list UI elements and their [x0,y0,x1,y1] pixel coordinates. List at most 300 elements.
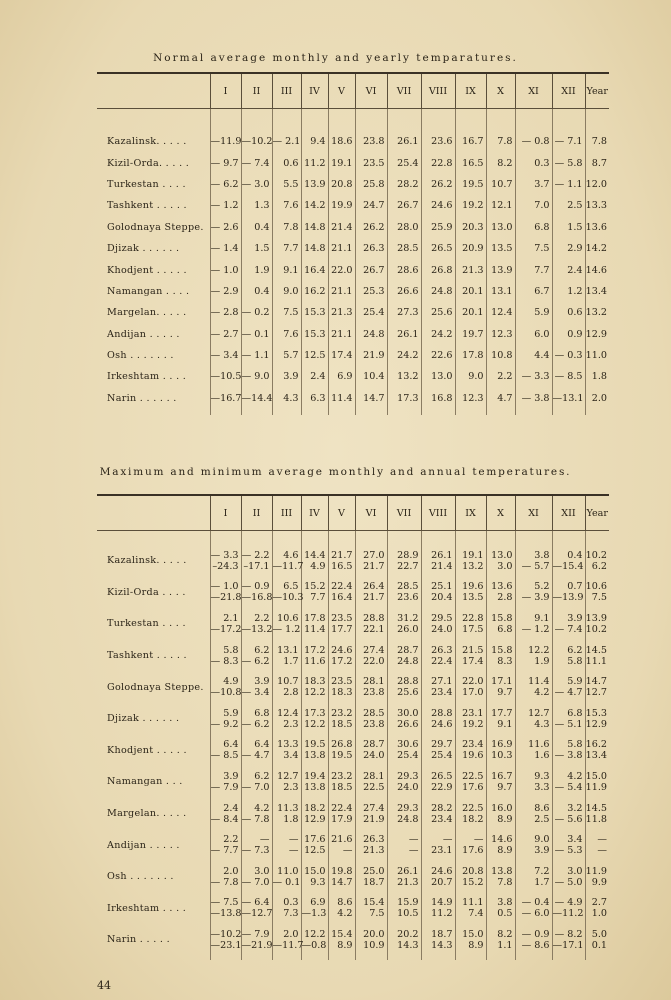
max-value: 8.6 [534,802,550,814]
min-value: 19.6 [462,750,484,762]
max-value: — [597,834,607,846]
temperature-cell: — 1.1 [241,345,272,366]
max-value: 14.9 [431,897,453,909]
min-value: — 4.7 [554,687,583,699]
max-value: 15.0 [304,865,326,877]
table-row [97,640,609,672]
max-value: 13.9 [585,612,607,624]
table-row [97,345,609,366]
min-value: 19.2 [462,718,484,730]
min-value: 20.7 [431,876,453,888]
max-min-cell [301,766,328,798]
temperature-cell: 1.3 [241,195,272,216]
max-value: 23.5 [331,676,353,688]
temperature-cell: 19.7 [455,324,486,345]
max-value: 6.4 [254,739,270,751]
max-min-cell [328,671,355,703]
max-value: 28.1 [363,676,385,688]
station-name: Osh . . . . . . . [107,350,174,362]
max-min-cell [210,735,241,767]
max-min-cell [421,703,455,735]
max-min-cell [515,671,552,703]
temperature-cell: 26.2 [355,217,387,238]
temperature-cell: 7.5 [272,302,301,323]
min-value: 8.9 [497,813,513,825]
max-value: 13.6 [491,581,513,593]
max-value: — [442,834,453,846]
max-min-cell [421,798,455,830]
min-value: 6.8 [497,623,513,635]
min-value: — 0.1 [272,876,301,888]
min-value: 26.0 [397,623,419,635]
temperature-cell: 6.9 [328,366,355,387]
max-min-cell [210,861,241,893]
temperature-cell: 23.5 [355,152,387,173]
max-min-cell [301,577,328,609]
page-number: 44 [97,979,111,992]
max-value: 13.3 [277,739,299,751]
temperature-cell: — 7.1 [552,109,585,153]
max-value: 23.2 [331,770,353,782]
max-value: 12.2 [304,928,326,940]
max-min-temperatures-table [97,494,609,960]
min-value: 4.2 [534,687,550,699]
max-min-cell [552,924,585,960]
min-value: — 4.7 [241,750,270,762]
temperature-cell: 8.7 [585,152,609,173]
max-value: 19.6 [462,581,484,593]
max-value: — 4.9 [554,897,583,909]
temperature-cell: 8.2 [486,152,515,173]
temperature-cell: — 7.4 [241,152,272,173]
min-value: 25.6 [397,687,419,699]
max-min-cell [486,608,515,640]
table-row [97,281,609,302]
max-value: 25.0 [363,865,385,877]
min-value: 7.5 [369,908,385,920]
min-value: 7.4 [468,908,484,920]
min-value: 7.3 [283,908,299,920]
max-value: — [408,834,419,846]
max-value: 14.5 [585,644,607,656]
max-min-cell [552,703,585,735]
table-row [97,671,609,703]
max-value: 28.8 [431,707,453,719]
temperature-cell: 28.5 [387,238,421,259]
min-value: —10.8 [210,687,242,699]
max-min-cell [486,766,515,798]
temperature-cell: 19.1 [328,152,355,173]
temperature-cell: 10.4 [355,366,387,387]
min-value: 9.9 [591,876,607,888]
min-value: —23.1 [210,939,242,951]
max-min-cell [421,671,455,703]
max-value: 28.7 [397,644,419,656]
temperature-cell: 20.8 [328,174,355,195]
table1-body [97,109,609,416]
max-value: 10.2 [585,549,607,561]
min-value: —13.8 [210,908,242,920]
station-name: Djizak . . . . . . [107,243,180,255]
header-month: I [210,495,241,531]
max-value: 15.2 [304,581,326,593]
min-value: 3.9 [534,845,550,857]
temperature-cell: 14.8 [301,238,328,259]
min-value: 21.9 [363,813,385,825]
temperature-cell: — 3.4 [210,345,241,366]
table-row [97,109,609,153]
max-value: 17.3 [304,707,326,719]
temperature-cell: 19.9 [328,195,355,216]
max-value: 6.2 [254,644,270,656]
min-value: 17.0 [462,687,484,699]
max-value: 2.4 [223,802,239,814]
min-value: — 7.8 [241,813,270,825]
max-min-cell [552,735,585,767]
max-min-cell [210,924,241,960]
max-min-cell [585,735,609,767]
max-min-cell [272,766,301,798]
max-value: 12.7 [277,770,299,782]
temperature-cell: 1.2 [552,281,585,302]
max-value: 30.0 [397,707,419,719]
station-name: Narin . . . . . [107,934,170,946]
temperature-cell: 7.6 [272,324,301,345]
min-value: — [597,845,607,857]
min-value: — 8.5 [210,750,239,762]
header-month: XI [515,73,552,109]
max-value: 11.4 [528,676,550,688]
max-min-cell [241,671,272,703]
max-value: 15.0 [462,928,484,940]
temperature-cell: 2.4 [301,366,328,387]
temperature-cell: 14.6 [585,259,609,280]
temperature-cell: 19.5 [455,174,486,195]
min-value: 26.6 [397,718,419,730]
station-name: Djizak . . . . . . [107,713,180,725]
min-value: 24.0 [397,781,419,793]
temperature-cell: 1.5 [552,217,585,238]
temperature-cell: 26.1 [387,109,421,153]
station-name: Kazalinsk. . . . . [107,555,187,567]
station-name: Andijan . . . . . [107,839,180,851]
table2-body [97,531,609,960]
max-min-cell [515,735,552,767]
max-value: — 0.9 [241,581,270,593]
max-min-cell [387,531,421,577]
max-value: 0.3 [283,897,299,909]
min-value: — 1.2 [272,623,301,635]
temperature-cell: 21.9 [355,345,387,366]
max-min-cell [355,766,387,798]
max-min-cell [387,798,421,830]
temperature-cell: 13.2 [585,302,609,323]
table-row [97,829,609,861]
temperature-cell: 14.2 [301,195,328,216]
max-min-cell [515,608,552,640]
max-min-cell [328,829,355,861]
max-min-cell [387,703,421,735]
max-value: 6.2 [254,770,270,782]
max-min-cell [387,924,421,960]
max-min-cell [241,703,272,735]
temperature-cell: 26.2 [421,174,455,195]
min-value: 12.9 [304,813,326,825]
table-row [97,924,609,960]
temperature-cell: 9.0 [272,281,301,302]
max-value: 27.4 [363,802,385,814]
max-value: 6.9 [310,897,326,909]
min-value: 12.2 [304,718,326,730]
max-min-cell [552,766,585,798]
temperature-cell: 7.8 [272,217,301,238]
max-value: 27.4 [363,644,385,656]
max-value: 23.4 [462,739,484,751]
max-min-cell [301,861,328,893]
max-value: 14.6 [491,834,513,846]
station-name: Khodjent . . . . . [107,744,187,756]
max-min-cell [328,893,355,925]
temperature-cell: 26.7 [355,259,387,280]
min-value: — [288,845,299,857]
max-value: 9.1 [534,612,550,624]
table-row [97,735,609,767]
min-value: 8.3 [497,655,513,667]
min-value: 16.4 [331,592,353,604]
temperature-cell: 25.8 [355,174,387,195]
temperature-cell: 12.3 [486,324,515,345]
max-min-cell [421,766,455,798]
max-value: 26.8 [331,739,353,751]
max-min-cell [241,531,272,577]
max-min-cell [210,608,241,640]
temperature-cell: 26.1 [387,324,421,345]
max-value: 31.2 [397,612,419,624]
max-value: 28.8 [363,612,385,624]
min-value: 17.6 [462,781,484,793]
table-row [97,259,609,280]
max-value: 4.2 [254,802,270,814]
temperature-cell: — 9.0 [241,366,272,387]
table2-header-row [97,495,609,531]
min-value: —13.2 [241,623,273,635]
max-value: 13.8 [491,865,513,877]
max-value: — 0.9 [521,928,550,940]
max-min-cell [486,640,515,672]
temperature-cell: 21.1 [328,281,355,302]
max-value: 14.4 [304,549,326,561]
max-value: 22.5 [462,770,484,782]
max-min-cell [585,640,609,672]
temperature-cell: —10.5 [210,366,241,387]
max-min-cell [585,531,609,577]
temperature-cell: 21.4 [328,217,355,238]
temperature-cell: — 2.9 [210,281,241,302]
max-min-cell [301,735,328,767]
max-value: 3.0 [254,865,270,877]
max-value: 17.1 [491,676,513,688]
max-value: 15.4 [363,897,385,909]
min-value: 12.9 [585,718,607,730]
max-min-cell [272,577,304,609]
max-value: 29.5 [431,612,453,624]
max-min-cell [552,893,585,925]
max-value: — [473,834,484,846]
temperature-cell: — 6.2 [210,174,241,195]
station-name: Margelan. . . . . [107,307,187,319]
max-min-cell [552,531,585,577]
max-value: 21.6 [331,834,353,846]
temperature-cell: — 2.7 [210,324,241,345]
temperature-cell: 0.9 [552,324,585,345]
temperature-cell: 13.3 [585,195,609,216]
max-min-cell [272,531,304,577]
max-min-cell [210,798,241,830]
max-min-cell [552,671,585,703]
temperature-cell: 13.2 [387,366,421,387]
temperature-cell: 16.7 [455,109,486,153]
max-value: 3.8 [497,897,513,909]
temperature-cell: 6.7 [515,281,552,302]
max-value: 24.6 [331,644,353,656]
temperature-cell: 24.8 [355,324,387,345]
temperature-cell: 24.2 [387,345,421,366]
max-min-cell [421,640,455,672]
temperature-cell: —13.1 [552,388,585,415]
max-min-cell [272,640,301,672]
temperature-cell: 12.9 [585,324,609,345]
max-value: 6.4 [223,739,239,751]
temperature-cell: —10.2 [241,109,272,153]
temperature-cell: 28.2 [387,174,421,195]
min-value: — 7.8 [210,876,239,888]
max-value: 22.4 [331,802,353,814]
min-value: 7.5 [591,592,607,604]
max-min-cell [210,766,241,798]
table-row [97,152,609,173]
station-name: Kizil-Orda. . . . . [107,157,190,169]
min-value: 2.8 [497,592,513,604]
table2-title: Maximum and minimum average monthly and annual temperatures. [99,466,572,478]
temperature-cell: 16.8 [421,388,455,415]
min-value: 12.2 [304,687,326,699]
max-value: 17.7 [491,707,513,719]
max-min-cell [210,577,241,609]
max-value: 30.6 [397,739,419,751]
temperature-cell: 26.6 [387,281,421,302]
max-value: 5.9 [567,676,583,688]
min-value: 2.3 [283,781,299,793]
min-value: — 5.0 [554,876,583,888]
max-min-cell [455,924,486,960]
max-min-cell [515,703,552,735]
min-value: 7.8 [497,876,513,888]
max-value: 21.7 [331,549,353,561]
min-value: 24.8 [397,813,419,825]
temperature-cell: 24.6 [421,195,455,216]
max-value: 14.5 [585,802,607,814]
header-month: VII [387,495,421,531]
max-value: 17.2 [304,644,326,656]
max-min-cell [328,798,355,830]
max-value: — [288,834,299,846]
max-min-cell [355,608,387,640]
temperature-cell: 1.8 [585,366,609,387]
max-value: 20.8 [462,865,484,877]
station-name: Kizil-Orda . . . . [107,586,186,598]
temperature-cell: 11.2 [301,152,328,173]
max-min-cell [328,703,355,735]
min-value: 1.6 [534,750,550,762]
temperature-cell: 16.4 [301,259,328,280]
min-value: —15.4 [552,560,584,572]
temperature-cell: 2.0 [585,388,609,415]
header-month: Year [585,495,609,531]
min-value: 2.3 [283,718,299,730]
max-min-cell [455,735,486,767]
temperature-cell: — 2.6 [210,217,241,238]
max-value: 29.3 [397,770,419,782]
temperature-cell: 7.6 [272,195,301,216]
max-min-cell [387,640,421,672]
temperature-cell: 17.3 [387,388,421,415]
temperature-cell: 10.8 [486,345,515,366]
min-value: — 7.7 [210,845,239,857]
temperature-cell: 22.8 [421,152,455,173]
min-value: 23.4 [431,687,453,699]
max-value: 26.1 [431,549,453,561]
max-min-cell [210,531,241,577]
temperature-cell: 19.2 [455,195,486,216]
max-min-cell [272,703,301,735]
max-min-cell [387,577,421,609]
max-value: 28.9 [397,549,419,561]
max-min-cell [455,766,486,798]
min-value: —21.8 [210,592,242,604]
station-name: Tashkent . . . . . [107,650,187,662]
table-row [97,861,609,893]
max-value: 9.3 [534,770,550,782]
min-value: 13.4 [585,750,607,762]
temperature-cell: — 2.1 [272,109,301,153]
temperature-cell: 22.0 [328,259,355,280]
max-min-cell [355,735,387,767]
temperature-cell: 28.6 [387,259,421,280]
min-value: 1.1 [497,939,513,951]
table-row [97,195,609,216]
temperature-cell: 0.6 [272,152,301,173]
min-value: — 9.2 [210,718,239,730]
min-value: 9.3 [310,876,326,888]
temperature-cell: 14.8 [301,217,328,238]
max-value: 22.4 [331,581,353,593]
station-name: Irkeshtam . . . . [107,902,187,914]
max-min-cell [301,798,328,830]
max-value: 3.9 [223,770,239,782]
min-value: —13.9 [552,592,584,604]
temperature-cell: 0.6 [552,302,585,323]
max-min-cell [515,829,552,861]
temperature-cell: 9.4 [301,109,328,153]
max-value: 6.2 [567,644,583,656]
table-row [97,217,609,238]
temperature-cell: 2.9 [552,238,585,259]
max-value: 15.3 [585,707,607,719]
temperature-cell: 24.8 [421,281,455,302]
max-value: 11.1 [462,897,484,909]
max-min-cell [387,766,421,798]
max-min-cell [455,861,486,893]
